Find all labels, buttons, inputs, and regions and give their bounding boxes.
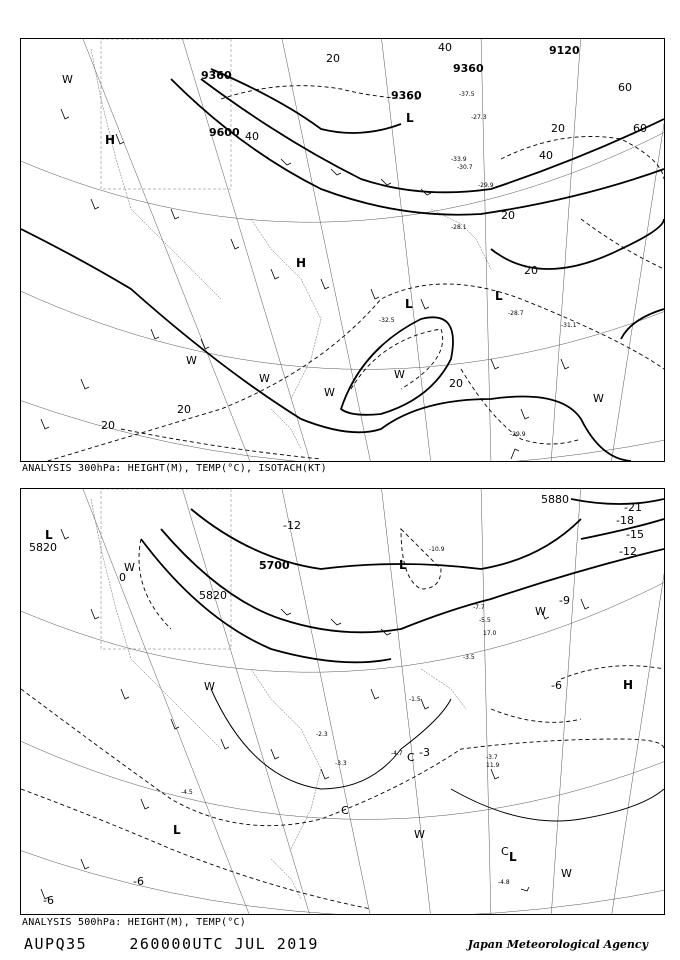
- height-label: 9360: [201, 69, 232, 82]
- warm-marker: W: [561, 867, 572, 880]
- isotach-label: 60: [633, 122, 647, 135]
- warm-marker: W: [394, 368, 405, 381]
- station-value: -1.5: [409, 696, 421, 703]
- station-value: -3.7: [486, 754, 498, 761]
- isotach-labels-300: [101, 41, 647, 432]
- isotach-label: 20: [524, 264, 538, 277]
- height-label: 5820: [199, 589, 227, 602]
- height-contours: [21, 69, 664, 461]
- isotherm-label: -3: [419, 746, 430, 759]
- low-center: L: [406, 111, 414, 125]
- station-value: -5.5: [479, 617, 491, 624]
- station-value: -2.3: [316, 731, 328, 738]
- isotach-label: 20: [101, 419, 115, 432]
- temp-value: -37.5: [459, 91, 475, 98]
- isotherm-label: 0: [119, 571, 126, 584]
- height-contours: [141, 499, 664, 662]
- height-label: 5820: [29, 541, 57, 554]
- wind-barbs: [41, 529, 589, 899]
- isotach-label: 40: [438, 41, 452, 54]
- pressure-systems-300: [62, 73, 604, 405]
- isotach-label: 20: [177, 403, 191, 416]
- station-value: -3.5: [463, 654, 475, 661]
- isotherm-label: -6: [43, 894, 54, 907]
- isotherm-label: -6: [551, 679, 562, 692]
- station-value: -10.9: [429, 546, 445, 553]
- warm-marker: W: [535, 605, 546, 618]
- isotherm-label: -9: [559, 594, 570, 607]
- isotach-label: 60: [618, 81, 632, 94]
- data-area-box: [101, 39, 231, 189]
- pressure-systems-500: [45, 528, 633, 880]
- high-center: H: [623, 678, 634, 692]
- temp-value: -29.9: [510, 431, 526, 438]
- high-center: H: [296, 256, 307, 270]
- station-value: 11.9: [486, 762, 500, 769]
- caption-300hpa: ANALYSIS 300hPa: HEIGHT(M), TEMP(°C), ISOTACH(KT): [22, 463, 327, 474]
- isotach-label: 40: [245, 130, 259, 143]
- map-300hpa: [20, 38, 665, 462]
- graticule: [21, 39, 664, 461]
- low-center: L: [405, 297, 413, 311]
- isotherm-label: -15: [626, 528, 644, 541]
- isotherm-label: -12: [283, 519, 301, 532]
- station-value: -4.8: [498, 879, 510, 886]
- isotach-label: 20: [501, 209, 515, 222]
- height-label: 9120: [549, 44, 580, 57]
- station-value: 17.0: [483, 630, 497, 637]
- isotherm-label: -6: [133, 875, 144, 888]
- low-center: L: [509, 850, 517, 864]
- chart-code: AUPQ35: [24, 935, 88, 953]
- warm-marker: W: [186, 354, 197, 367]
- height-label: 9360: [453, 62, 484, 75]
- station-value: -3.3: [335, 760, 347, 767]
- low-center: L: [399, 558, 407, 572]
- warm-marker: W: [324, 386, 335, 399]
- temp-value: -30.7: [457, 164, 473, 171]
- station-value: -4.7: [391, 750, 403, 757]
- isotach-label: 40: [539, 149, 553, 162]
- isotherm-label: -21: [624, 501, 642, 514]
- isotherm-label: -12: [619, 545, 637, 558]
- warm-marker: W: [414, 828, 425, 841]
- chart-identifier: [24, 935, 319, 953]
- temp-contours: [21, 529, 664, 909]
- warm-marker: W: [593, 392, 604, 405]
- temp-value: -31.1: [561, 322, 577, 329]
- temp-isotherms-solid: [211, 689, 664, 821]
- warm-marker: W: [259, 372, 270, 385]
- graticule: [21, 489, 664, 914]
- cold-marker: C: [407, 751, 415, 764]
- temp-value: -28.7: [508, 310, 524, 317]
- caption-500hpa: ANALYSIS 500hPa: HEIGHT(M), TEMP(°C): [22, 917, 246, 928]
- height-label: 5880: [541, 493, 569, 506]
- station-value: -4.5: [181, 789, 193, 796]
- high-center: L: [495, 289, 503, 303]
- low-center: L: [173, 823, 181, 837]
- height-label: 9360: [391, 89, 422, 102]
- cold-marker: C: [341, 804, 349, 817]
- warm-marker: W: [204, 680, 215, 693]
- isotach-label: 20: [551, 122, 565, 135]
- temp-labels-300: [379, 91, 577, 438]
- station-value: -7.7: [473, 604, 485, 611]
- station-values-500: [181, 546, 510, 886]
- temp-value: -33.9: [451, 156, 467, 163]
- warm-marker: W: [124, 561, 135, 574]
- agency-credit: Japan Meteorological Agency: [467, 938, 648, 951]
- temp-value: -27.3: [471, 114, 487, 121]
- height-label: 5700: [259, 559, 290, 572]
- isotherm-label: -18: [616, 514, 634, 527]
- temp-value: -29.9: [478, 182, 494, 189]
- temp-value: -32.5: [379, 317, 395, 324]
- isotach-label: 20: [449, 377, 463, 390]
- height-label: 9600: [209, 126, 240, 139]
- temp-value: -28.1: [451, 224, 467, 231]
- warm-marker: W: [62, 73, 73, 86]
- high-center: H: [105, 133, 116, 147]
- cold-marker: C: [501, 845, 509, 858]
- isotach-label: 20: [326, 52, 340, 65]
- map-500hpa-canvas: [21, 489, 664, 914]
- map-500hpa: [20, 488, 665, 915]
- map-300hpa-canvas: [21, 39, 664, 461]
- low-center: L: [45, 528, 53, 542]
- valid-time: 260000UTC JUL 2019: [129, 935, 319, 953]
